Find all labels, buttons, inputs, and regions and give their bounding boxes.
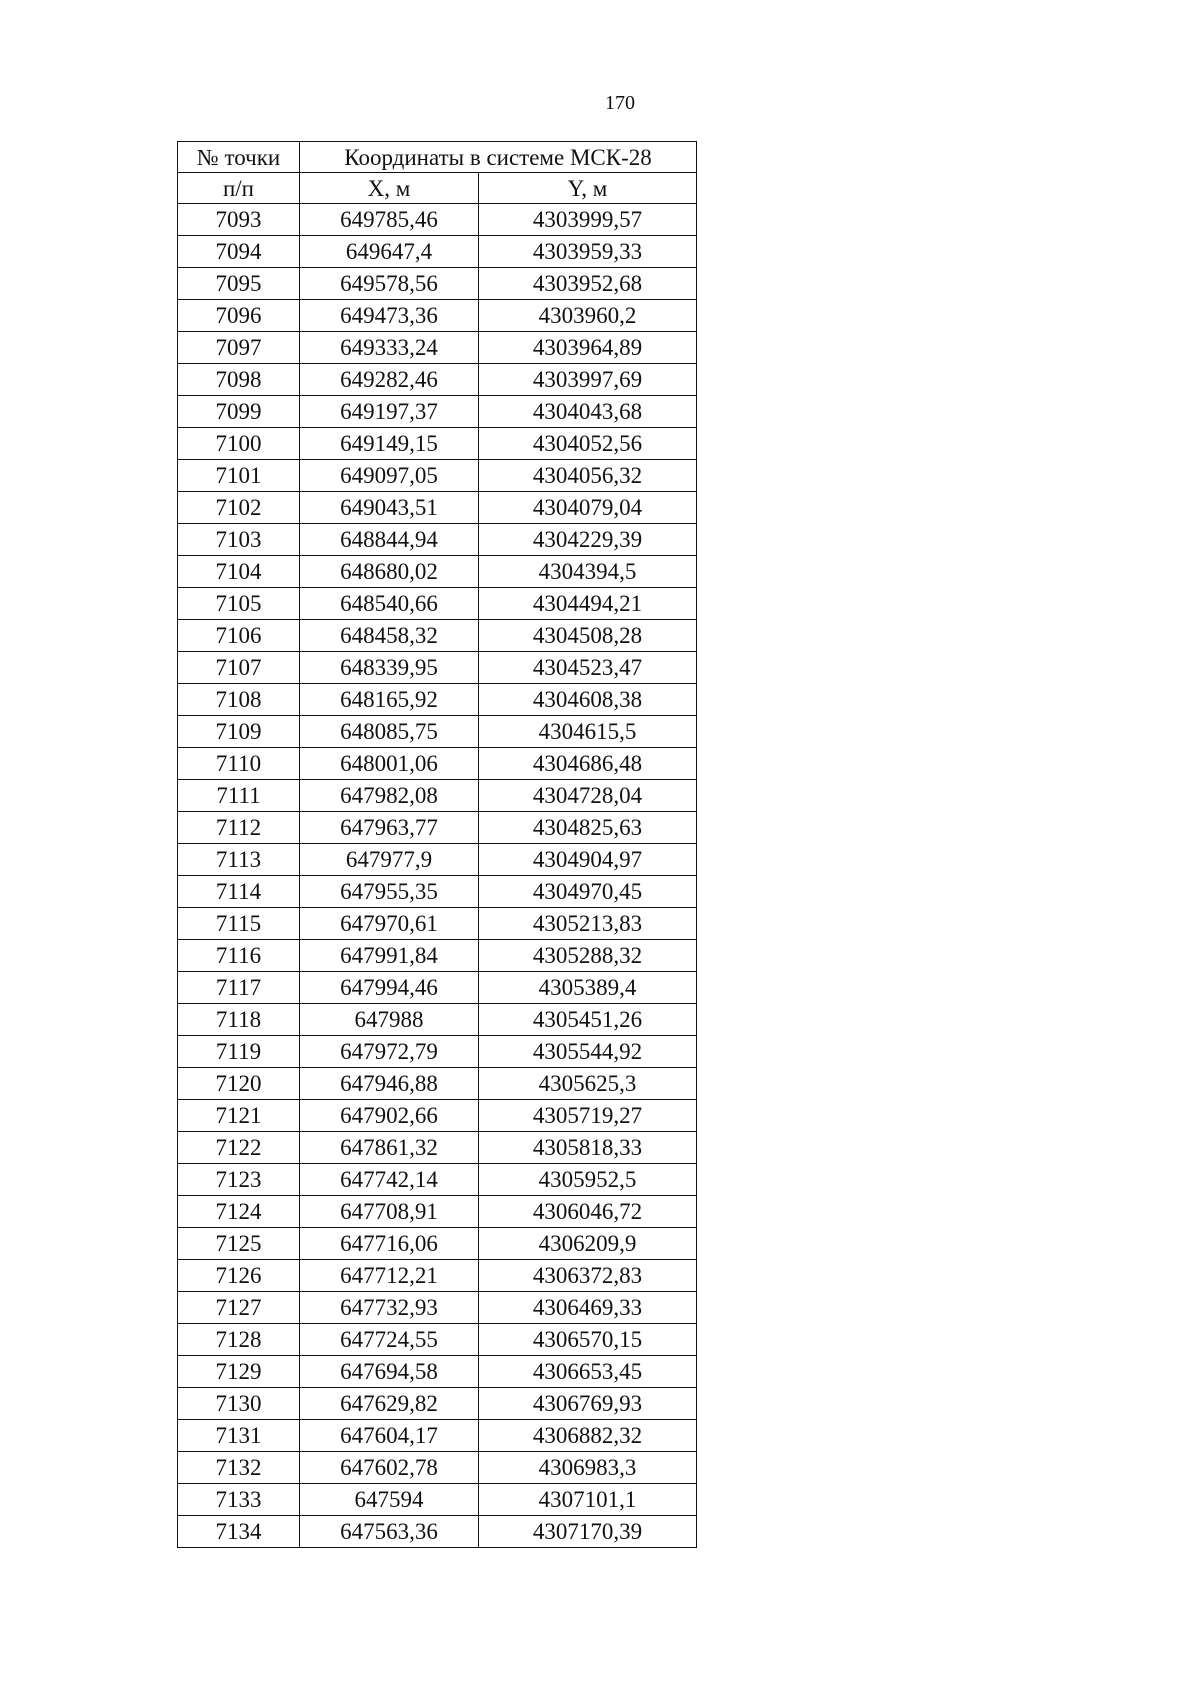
x-coordinate-cell: 647732,93 (300, 1292, 479, 1324)
y-coordinate-cell: 4305389,4 (479, 972, 697, 1004)
point-number-cell: 7102 (178, 492, 300, 524)
table-row (178, 908, 697, 940)
x-coordinate-cell: 647988 (300, 1004, 479, 1036)
table-row (178, 332, 697, 364)
header-coordinates: Координаты в системе МСК-28 (300, 142, 697, 173)
point-number-cell: 7119 (178, 1036, 300, 1068)
point-number-cell: 7111 (178, 780, 300, 812)
header-x: X, м (300, 173, 479, 204)
table-row (178, 1100, 697, 1132)
x-coordinate-cell: 647712,21 (300, 1260, 479, 1292)
y-coordinate-cell: 4305952,5 (479, 1164, 697, 1196)
table-row (178, 620, 697, 652)
y-coordinate-cell: 4306570,15 (479, 1324, 697, 1356)
y-coordinate-cell: 4303964,89 (479, 332, 697, 364)
point-number-cell: 7128 (178, 1324, 300, 1356)
y-coordinate-cell: 4304494,21 (479, 588, 697, 620)
table-row (178, 428, 697, 460)
x-coordinate-cell: 647594 (300, 1484, 479, 1516)
point-number-cell: 7118 (178, 1004, 300, 1036)
y-coordinate-cell: 4304523,47 (479, 652, 697, 684)
point-number-cell: 7131 (178, 1420, 300, 1452)
table-row (178, 204, 697, 236)
table-row (178, 524, 697, 556)
point-number-cell: 7096 (178, 300, 300, 332)
point-number-cell: 7127 (178, 1292, 300, 1324)
table-row (178, 748, 697, 780)
y-coordinate-cell: 4305544,92 (479, 1036, 697, 1068)
x-coordinate-cell: 647982,08 (300, 780, 479, 812)
y-coordinate-cell: 4304043,68 (479, 396, 697, 428)
point-number-cell: 7109 (178, 716, 300, 748)
y-coordinate-cell: 4306209,9 (479, 1228, 697, 1260)
point-number-cell: 7115 (178, 908, 300, 940)
x-coordinate-cell: 647977,9 (300, 844, 479, 876)
y-coordinate-cell: 4304608,38 (479, 684, 697, 716)
y-coordinate-cell: 4303959,33 (479, 236, 697, 268)
header-point-number: № точки (178, 142, 300, 173)
point-number-cell: 7101 (178, 460, 300, 492)
table-row (178, 1004, 697, 1036)
x-coordinate-cell: 648085,75 (300, 716, 479, 748)
point-number-cell: 7120 (178, 1068, 300, 1100)
x-coordinate-cell: 649197,37 (300, 396, 479, 428)
x-coordinate-cell: 647602,78 (300, 1452, 479, 1484)
x-coordinate-cell: 647972,79 (300, 1036, 479, 1068)
y-coordinate-cell: 4304056,32 (479, 460, 697, 492)
table-row (178, 1068, 697, 1100)
x-coordinate-cell: 647742,14 (300, 1164, 479, 1196)
point-number-cell: 7097 (178, 332, 300, 364)
table-row (178, 972, 697, 1004)
table-row (178, 844, 697, 876)
table-row (178, 492, 697, 524)
y-coordinate-cell: 4304825,63 (479, 812, 697, 844)
y-coordinate-cell: 4304052,56 (479, 428, 697, 460)
point-number-cell: 7125 (178, 1228, 300, 1260)
table-row (178, 1036, 697, 1068)
y-coordinate-cell: 4304904,97 (479, 844, 697, 876)
table-row (178, 940, 697, 972)
point-number-cell: 7129 (178, 1356, 300, 1388)
y-coordinate-cell: 4304394,5 (479, 556, 697, 588)
point-number-cell: 7122 (178, 1132, 300, 1164)
x-coordinate-cell: 648165,92 (300, 684, 479, 716)
header-point-sub: п/п (178, 173, 300, 204)
point-number-cell: 7133 (178, 1484, 300, 1516)
y-coordinate-cell: 4304508,28 (479, 620, 697, 652)
point-number-cell: 7114 (178, 876, 300, 908)
point-number-cell: 7110 (178, 748, 300, 780)
x-coordinate-cell: 647694,58 (300, 1356, 479, 1388)
table-row (178, 1260, 697, 1292)
table-row (178, 1292, 697, 1324)
y-coordinate-cell: 4306983,3 (479, 1452, 697, 1484)
y-coordinate-cell: 4305719,27 (479, 1100, 697, 1132)
table-row (178, 1388, 697, 1420)
y-coordinate-cell: 4303952,68 (479, 268, 697, 300)
table-row (178, 1228, 697, 1260)
table-row (178, 876, 697, 908)
point-number-cell: 7121 (178, 1100, 300, 1132)
point-number-cell: 7130 (178, 1388, 300, 1420)
point-number-cell: 7095 (178, 268, 300, 300)
table-row (178, 1356, 697, 1388)
point-number-cell: 7132 (178, 1452, 300, 1484)
table-row (178, 1516, 697, 1548)
table-row (178, 1132, 697, 1164)
point-number-cell: 7094 (178, 236, 300, 268)
x-coordinate-cell: 647963,77 (300, 812, 479, 844)
y-coordinate-cell: 4304970,45 (479, 876, 697, 908)
point-number-cell: 7117 (178, 972, 300, 1004)
x-coordinate-cell: 649043,51 (300, 492, 479, 524)
x-coordinate-cell: 647955,35 (300, 876, 479, 908)
x-coordinate-cell: 647724,55 (300, 1324, 479, 1356)
coordinates-table (177, 141, 697, 1548)
point-number-cell: 7126 (178, 1260, 300, 1292)
point-number-cell: 7100 (178, 428, 300, 460)
x-coordinate-cell: 647629,82 (300, 1388, 479, 1420)
table-row (178, 364, 697, 396)
y-coordinate-cell: 4304728,04 (479, 780, 697, 812)
table-row (178, 1324, 697, 1356)
x-coordinate-cell: 649282,46 (300, 364, 479, 396)
x-coordinate-cell: 649333,24 (300, 332, 479, 364)
table-row (178, 1452, 697, 1484)
table-body (178, 204, 697, 1548)
x-coordinate-cell: 648540,66 (300, 588, 479, 620)
y-coordinate-cell: 4305288,32 (479, 940, 697, 972)
y-coordinate-cell: 4306653,45 (479, 1356, 697, 1388)
point-number-cell: 7113 (178, 844, 300, 876)
table-row (178, 716, 697, 748)
x-coordinate-cell: 647604,17 (300, 1420, 479, 1452)
y-coordinate-cell: 4306372,83 (479, 1260, 697, 1292)
x-coordinate-cell: 647970,61 (300, 908, 479, 940)
y-coordinate-cell: 4304079,04 (479, 492, 697, 524)
y-coordinate-cell: 4304615,5 (479, 716, 697, 748)
table-row (178, 1196, 697, 1228)
x-coordinate-cell: 649473,36 (300, 300, 479, 332)
y-coordinate-cell: 4305451,26 (479, 1004, 697, 1036)
y-coordinate-cell: 4304229,39 (479, 524, 697, 556)
point-number-cell: 7099 (178, 396, 300, 428)
x-coordinate-cell: 648458,32 (300, 620, 479, 652)
y-coordinate-cell: 4306769,93 (479, 1388, 697, 1420)
header-y: Y, м (479, 173, 697, 204)
x-coordinate-cell: 648680,02 (300, 556, 479, 588)
point-number-cell: 7107 (178, 652, 300, 684)
y-coordinate-cell: 4304686,48 (479, 748, 697, 780)
y-coordinate-cell: 4305213,83 (479, 908, 697, 940)
x-coordinate-cell: 649149,15 (300, 428, 479, 460)
point-number-cell: 7093 (178, 204, 300, 236)
point-number-cell: 7104 (178, 556, 300, 588)
y-coordinate-cell: 4307170,39 (479, 1516, 697, 1548)
x-coordinate-cell: 647708,91 (300, 1196, 479, 1228)
y-coordinate-cell: 4306882,32 (479, 1420, 697, 1452)
x-coordinate-cell: 647902,66 (300, 1100, 479, 1132)
x-coordinate-cell: 647861,32 (300, 1132, 479, 1164)
x-coordinate-cell: 647563,36 (300, 1516, 479, 1548)
x-coordinate-cell: 648844,94 (300, 524, 479, 556)
x-coordinate-cell: 647991,84 (300, 940, 479, 972)
point-number-cell: 7134 (178, 1516, 300, 1548)
x-coordinate-cell: 647946,88 (300, 1068, 479, 1100)
table-row (178, 812, 697, 844)
point-number-cell: 7116 (178, 940, 300, 972)
x-coordinate-cell: 647994,46 (300, 972, 479, 1004)
y-coordinate-cell: 4303999,57 (479, 204, 697, 236)
table-row (178, 652, 697, 684)
point-number-cell: 7112 (178, 812, 300, 844)
point-number-cell: 7098 (178, 364, 300, 396)
y-coordinate-cell: 4307101,1 (479, 1484, 697, 1516)
y-coordinate-cell: 4303960,2 (479, 300, 697, 332)
point-number-cell: 7105 (178, 588, 300, 620)
table-row (178, 236, 697, 268)
point-number-cell: 7124 (178, 1196, 300, 1228)
y-coordinate-cell: 4305818,33 (479, 1132, 697, 1164)
table-row (178, 684, 697, 716)
table-row (178, 588, 697, 620)
table-row (178, 460, 697, 492)
point-number-cell: 7103 (178, 524, 300, 556)
x-coordinate-cell: 647716,06 (300, 1228, 479, 1260)
table-row (178, 268, 697, 300)
table-row (178, 556, 697, 588)
table-row (178, 396, 697, 428)
point-number-cell: 7106 (178, 620, 300, 652)
y-coordinate-cell: 4303997,69 (479, 364, 697, 396)
y-coordinate-cell: 4306469,33 (479, 1292, 697, 1324)
y-coordinate-cell: 4306046,72 (479, 1196, 697, 1228)
table-row (178, 1420, 697, 1452)
table-row (178, 1164, 697, 1196)
x-coordinate-cell: 648001,06 (300, 748, 479, 780)
table-row (178, 780, 697, 812)
y-coordinate-cell: 4305625,3 (479, 1068, 697, 1100)
point-number-cell: 7108 (178, 684, 300, 716)
x-coordinate-cell: 649578,56 (300, 268, 479, 300)
x-coordinate-cell: 649785,46 (300, 204, 479, 236)
page-number: 170 (605, 92, 635, 114)
x-coordinate-cell: 649647,4 (300, 236, 479, 268)
point-number-cell: 7123 (178, 1164, 300, 1196)
x-coordinate-cell: 648339,95 (300, 652, 479, 684)
x-coordinate-cell: 649097,05 (300, 460, 479, 492)
table-row (178, 300, 697, 332)
table-row (178, 1484, 697, 1516)
